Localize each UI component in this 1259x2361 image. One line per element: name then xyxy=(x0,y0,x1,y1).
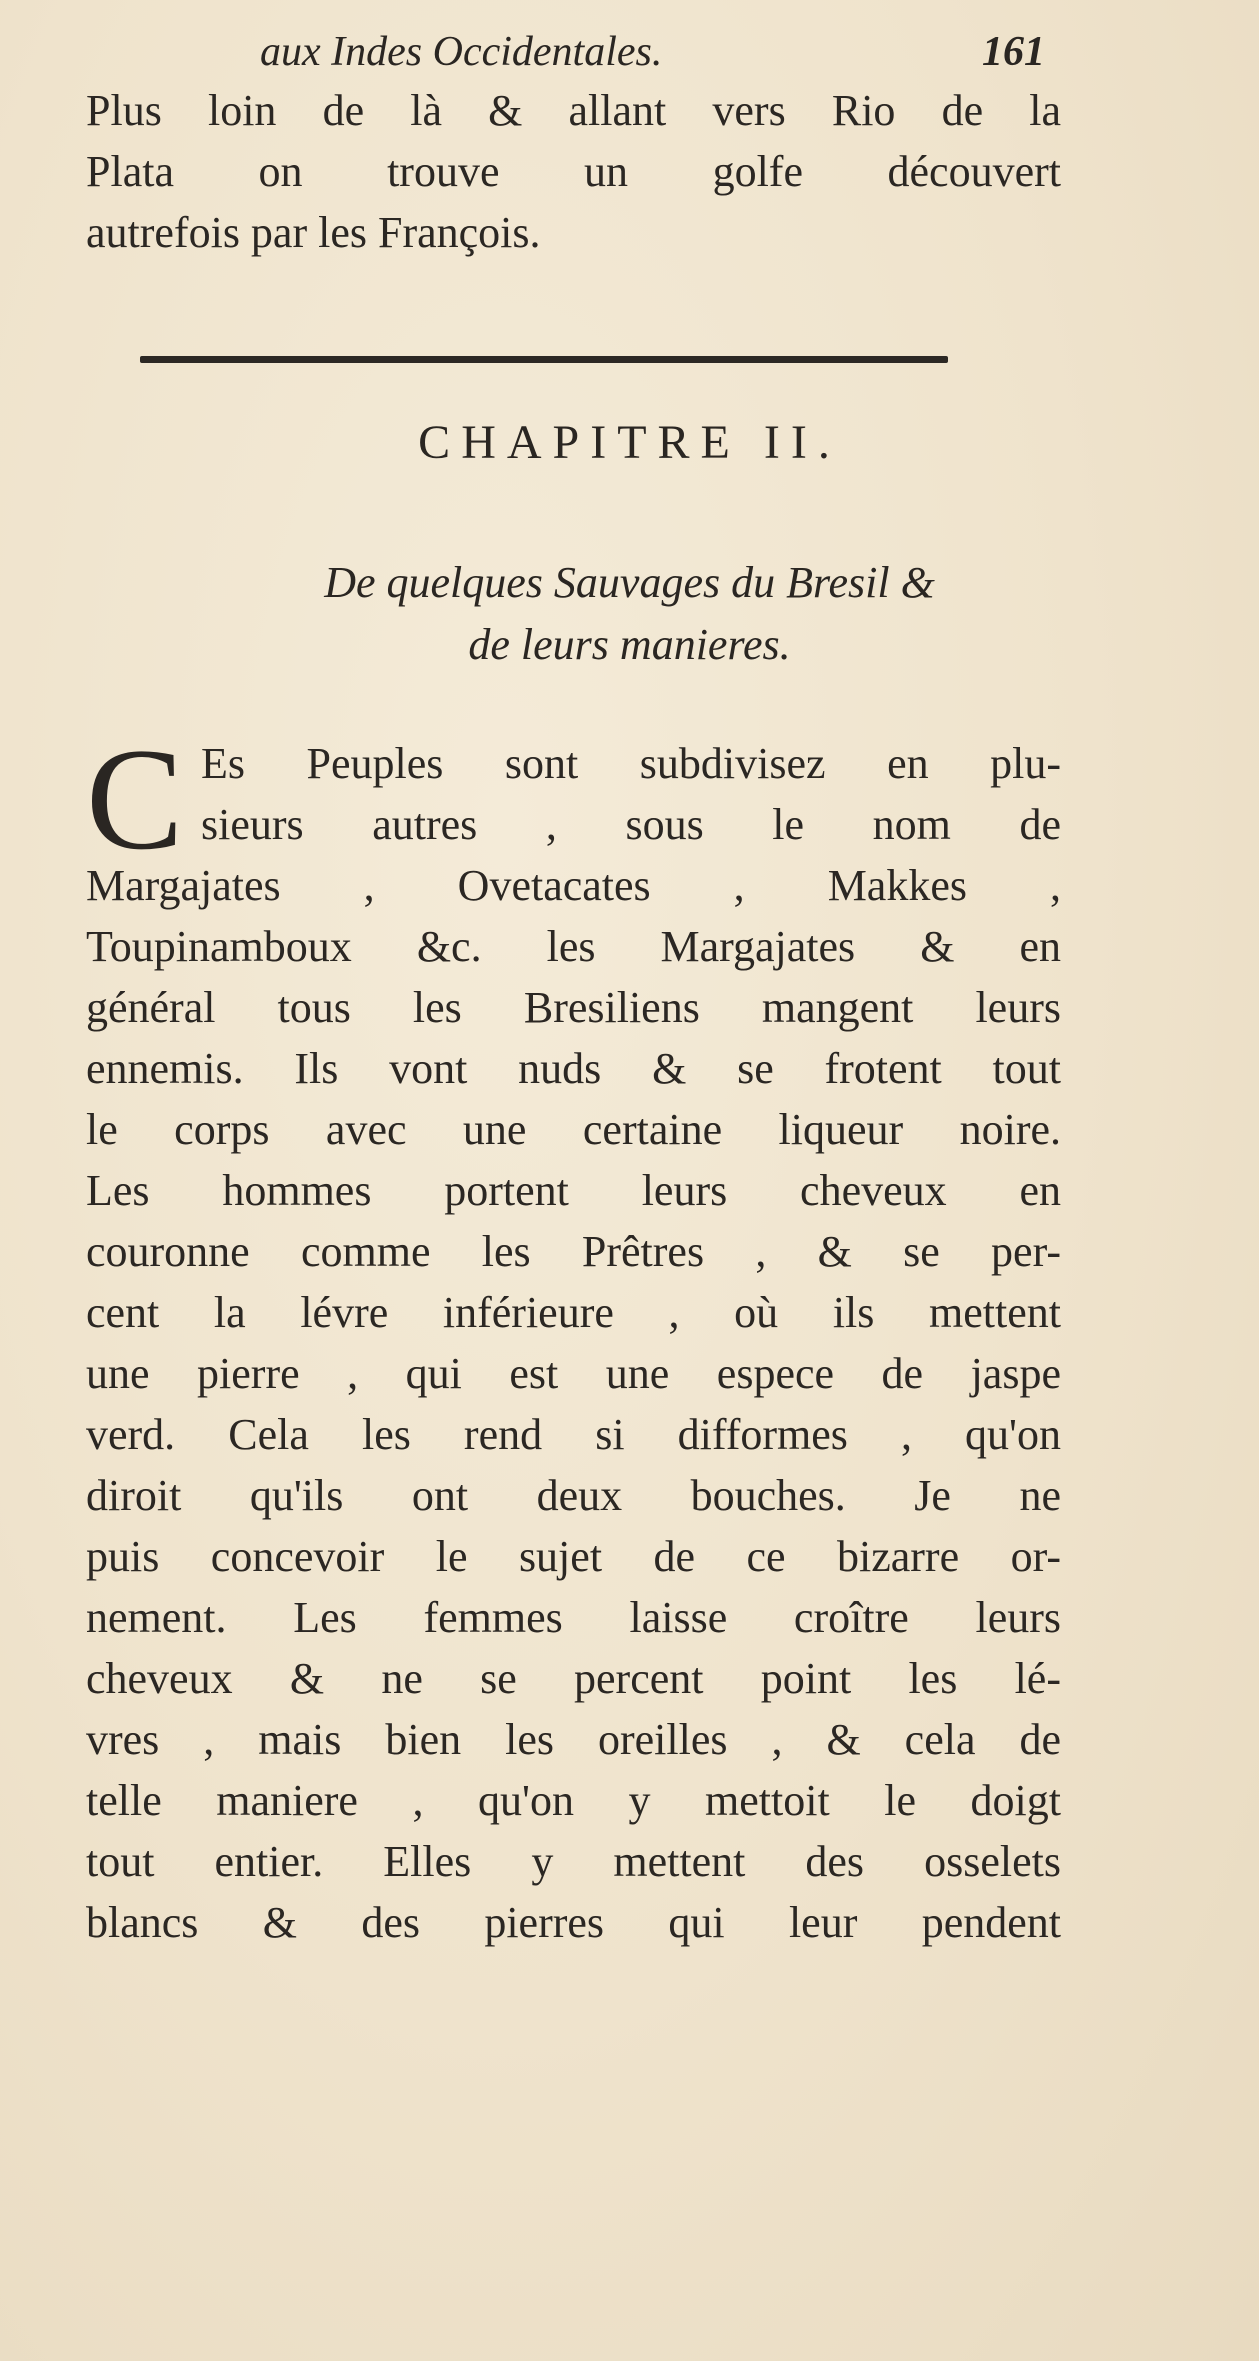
dropcap-row xyxy=(86,718,1061,880)
text-line: vres , mais bien les oreilles , & cela de xyxy=(86,1715,1061,1764)
running-head-title: aux Indes Occidentales. xyxy=(260,29,663,75)
text-line: Plata on trouve un golfe découvert xyxy=(86,147,1061,196)
text-line: telle maniere , qu'on y mettoit le doigt xyxy=(86,1776,1061,1825)
text-line: Toupinamboux &c. les Margajates & en xyxy=(86,922,1061,971)
chapter-heading: CHAPITRE II. xyxy=(418,416,841,469)
text-line: nement. Les femmes laisse croître leurs xyxy=(86,1593,1061,1642)
section-divider-rule xyxy=(140,356,948,363)
running-head xyxy=(260,28,1060,88)
text-line: sieurs autres , sous le nom de xyxy=(201,800,1061,849)
chapter-subtitle-line: de leurs manieres. xyxy=(468,620,791,669)
text-line: autrefois par les François. xyxy=(86,208,541,257)
text-line: cheveux & ne se percent point les lé- xyxy=(86,1654,1061,1703)
top-paragraph xyxy=(86,80,1061,263)
text-line: diroit qu'ils ont deux bouches. Je ne xyxy=(86,1471,1061,1520)
text-line: verd. Cela les rend si difformes , qu'on xyxy=(86,1410,1061,1459)
chapter-subtitle-line: De quelques Sauvages du Bresil & xyxy=(324,558,935,607)
text-line: une pierre , qui est une espece de jaspe xyxy=(86,1349,1061,1398)
text-line: général tous les Bresiliens mangent leurs xyxy=(86,983,1061,1032)
text-line: Es Peuples sont subdivisez en plu- xyxy=(201,739,1061,788)
text-line: blancs & des pierres qui leur pendent xyxy=(86,1898,1061,1947)
text-line: couronne comme les Prêtres , & se per- xyxy=(86,1227,1061,1276)
text-line: Margajates , Ovetacates , Makkes , xyxy=(86,861,1061,910)
text-line: Les hommes portent leurs cheveux en xyxy=(86,1166,1061,1215)
text-line: cent la lévre inférieure , où ils mettent xyxy=(86,1288,1061,1337)
body-paragraph xyxy=(86,718,1061,1953)
text-line: ennemis. Ils vont nuds & se frotent tout xyxy=(86,1044,1061,1093)
drop-capital: C xyxy=(86,718,184,880)
text-line: tout entier. Elles y mettent des osselets xyxy=(86,1837,1061,1886)
text-line: le corps avec une certaine liqueur noire. xyxy=(86,1105,1061,1154)
chapter-subtitle xyxy=(0,552,1259,676)
text-line: puis concevoir le sujet de ce bizarre or- xyxy=(86,1532,1061,1581)
page-number: 161 xyxy=(982,29,1045,75)
text-line: Plus loin de là & allant vers Rio de la xyxy=(86,86,1061,135)
